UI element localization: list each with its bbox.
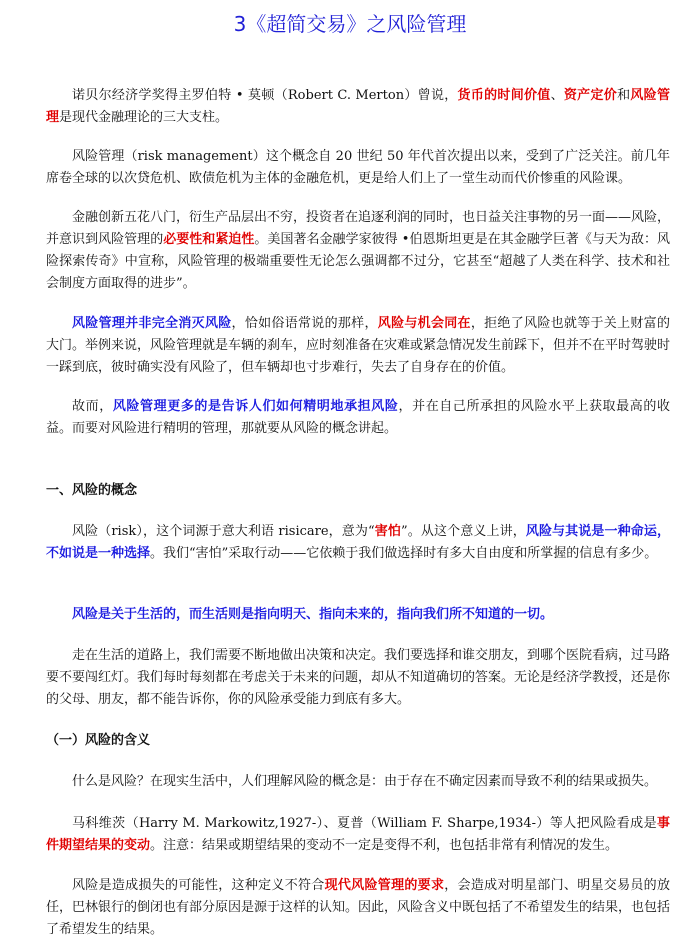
text: 故而， [72,399,113,414]
text: 、 [550,88,564,103]
highlight-risk-opportunity: 风险与机会同在 [377,316,471,331]
paragraph-loss-possibility [46,875,670,941]
paragraph-decisions [46,645,670,711]
text: ，恰如俗语常说的那样， [231,316,378,331]
highlight-not-eliminate: 风险管理并非完全消灭风险 [72,316,232,331]
paragraph-risk-etymology [46,521,670,565]
paragraph-merton [46,85,670,129]
text: 。我们“害怕”采取行动——它依赖于我们做选择时有多大自由度和所掌握的信息有多少。 [150,546,658,561]
text: 和 [617,88,631,103]
document-title: 3《超简交易》之风险管理 [233,12,467,36]
text: ，拒绝了风险也就等于关上财富的大门。举例来说，风险管理就是车辆的刹车，应时刻准备在灾难或紧急情况发生前踩下，但并不在平时驾驶时一踩到底，彼时确实没有风险了，但车辆却也寸步难行，失去了自身存在的价值。 [46,316,671,375]
highlight-risk-life: 风险是关于生活的，而生活则是指向明天、指向未来的，指向我们所不知道的一切。 [72,607,554,622]
text: ，会造成对明星部门、明星交易员的放任，巴林银行的倒闭也有部分原因是源于这样的认知。因此，风险含义中既包括了不希望发生的结果，也包括了希望发生的结果。 [46,878,671,937]
paragraph-markowitz-sharpe [46,813,670,857]
text: ”。从这个意义上讲， [401,524,526,539]
highlight-necessity-urgency: 必要性和紧迫性 [163,232,255,247]
text: 金融创新五花八门，衍生产品层出不穷，投资者在追逐利润的同时，也日益关注事物的另一面——风险，并意识到风险管理的 [46,210,671,247]
section-heading-risk-meaning: （一）风险的含义 [46,733,151,748]
text: ，并在自己所承担的风险水平上获取最高的收益。而要对风险进行精明的管理，那就要从风险的概念讲起。 [46,399,670,436]
text: 。美国著名金融学家彼得 •伯恩斯坦更是在其金融学巨著《与天为敌：风险探索传奇》中宣称，风险管理的极端重要性无论怎么强调都不过分，它甚至“超越了人类在科学、技术和社会制度方面取得的进步”。 [46,232,670,291]
text: 风险管理（risk management）这个概念自 20 世纪 50 年代首次提出以来，受到了广泛关注。前几年席卷全球的以次贷危机、欧债危机为主体的金融危机，更是给人们上了一堂生动而代价惨重的风险课。 [46,149,670,186]
highlight-asset-pricing: 资产定价 [563,88,618,103]
text: 诺贝尔经济学奖得主罗伯特 • 莫顿（Robert C. Merton）曾说， [72,88,458,103]
text: 是现代金融理论的三大支柱。 [59,110,229,125]
highlight-risk-management: 风险管理 [46,88,670,125]
text: 风险（risk），这个词源于意大利语 risicare，意为“ [72,524,375,539]
text: 马科维茨（Harry M. Markowitz,1927-）、夏普（William F. Sharpe,1934-）等人把风险看成是 [72,816,657,831]
text: 走在生活的道路上，我们需要不断地做出决策和决定。我们要选择和谁交朋友，到哪个医院看病，过马路要不要闯红灯。我们每时每刻都在考虑关于未来的问题，却从不知道确切的答案。无论是经济学教授，还是你的父母、朋友，都不能告诉你，你的风险承受能力到底有多大。 [46,648,671,707]
paragraph-bear-risk [46,396,670,440]
highlight-expected-result-change: 事件期望结果的变动 [46,816,670,853]
section-heading-risk-concept: 一、风险的概念 [46,483,138,498]
text: 风险是造成损失的可能性，这种定义不符合 [72,878,325,893]
highlight-bear-risk-wisely: 风险管理更多的是告诉人们如何精明地承担风险 [112,399,399,414]
paragraph-risk-life [46,604,670,626]
highlight-fear: 害怕 [374,524,402,539]
highlight-modern-requirement: 现代风险管理的要求 [324,878,445,893]
paragraph-not-eliminate-risk [46,313,670,379]
text: 什么是风险？在现实生活中，人们理解风险的概念是：由于存在不确定因素而导致不利的结果或损失。 [72,774,658,789]
paragraph-financial-innovation [46,207,670,295]
highlight-choice: 风险与其说是一种命运，不如说是一种选择 [46,524,670,561]
paragraph-risk-management-history [46,146,670,190]
paragraph-what-is-risk [46,771,670,793]
highlight-time-value: 货币的时间价值 [457,88,551,103]
text: 。注意：结果或期望结果的变动不一定是变得不利，也包括非常有利情况的发生。 [150,838,619,853]
